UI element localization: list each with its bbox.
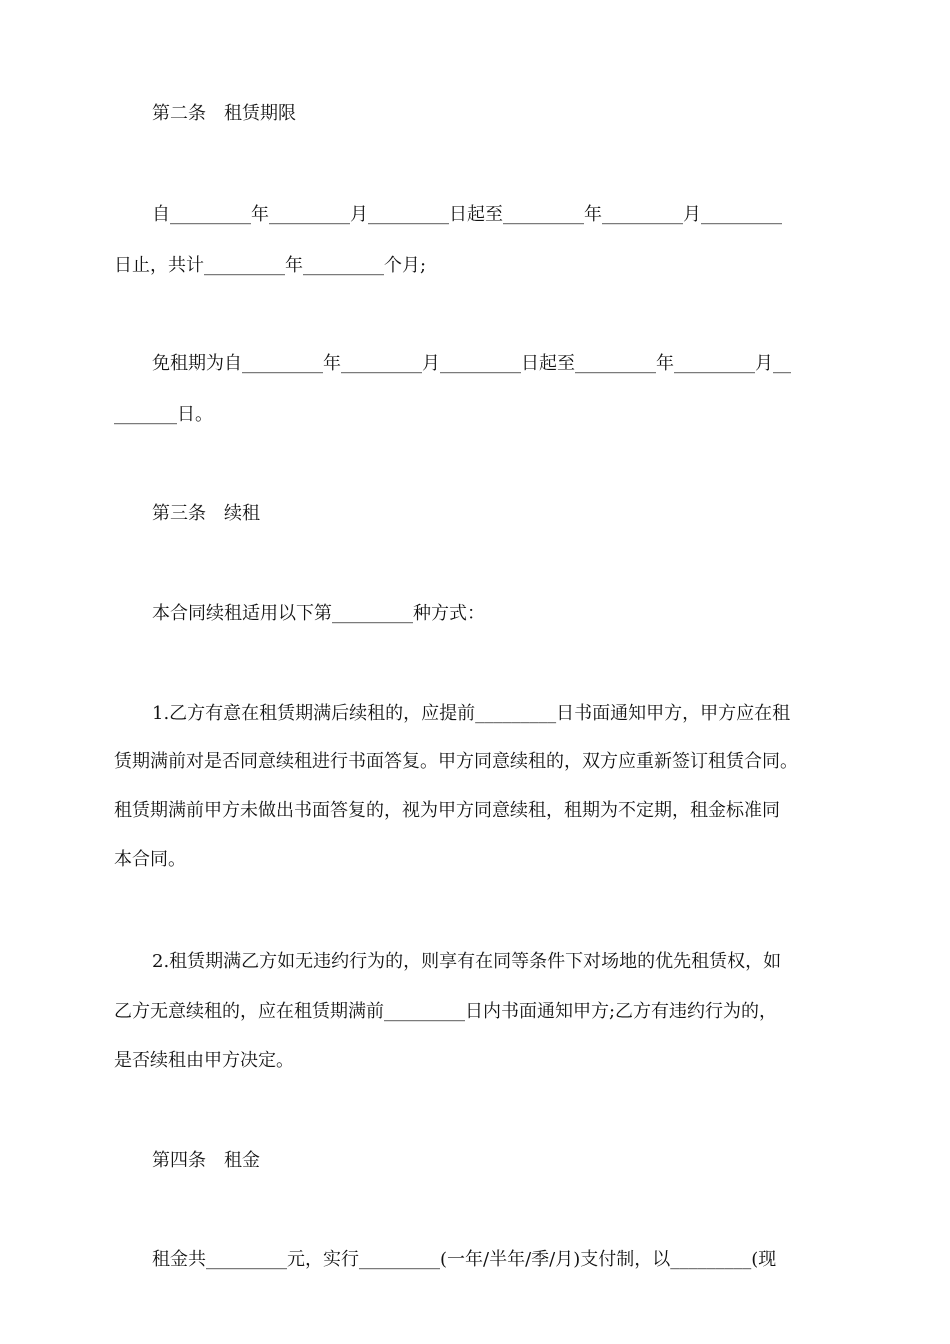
lease-term-line-2: 日止，共计_________年_________个月; bbox=[114, 255, 427, 276]
rent-line-1: 租金共_________元，实行_________(一年/半年/季/月)支付制，以_________(现 bbox=[152, 1249, 777, 1270]
renewal-item1-line-3: 租赁期满前甲方未做出书面答复的，视为甲方同意续租，租期为不定期，租金标准同 bbox=[114, 800, 780, 821]
rent-free-line-2: _______日。 bbox=[114, 404, 213, 425]
renewal-item2-line-1: 2.租赁期满乙方如无违约行为的，则享有在同等条件下对场地的优先租赁权，如 bbox=[152, 951, 782, 972]
lease-term-line-1: 自_________年_________月_________日起至_________年_________月_________ bbox=[152, 204, 782, 225]
renewal-intro: 本合同续租适用以下第_________种方式： bbox=[152, 603, 485, 624]
rent-free-line-1: 免租期为自_________年_________月_________日起至_________年_________月__ bbox=[152, 353, 791, 374]
renewal-item2-line-2: 乙方无意续租的，应在租赁期满前_________日内书面通知甲方;乙方有违约行为的， bbox=[114, 1001, 778, 1022]
article4-heading: 第四条 租金 bbox=[152, 1150, 260, 1171]
article2-heading: 第二条 租赁期限 bbox=[152, 103, 296, 124]
renewal-item1-line-4: 本合同。 bbox=[114, 849, 186, 870]
renewal-item1-line-1: 1.乙方有意在租赁期满后续租的，应提前_________日书面通知甲方，甲方应在租 bbox=[152, 703, 791, 724]
renewal-item1-line-2: 赁期满前对是否同意续租进行书面答复。甲方同意续租的，双方应重新签订租赁合同。 bbox=[114, 751, 798, 772]
article3-heading: 第三条 续租 bbox=[152, 503, 260, 524]
renewal-item2-line-3: 是否续租由甲方决定。 bbox=[114, 1050, 294, 1071]
